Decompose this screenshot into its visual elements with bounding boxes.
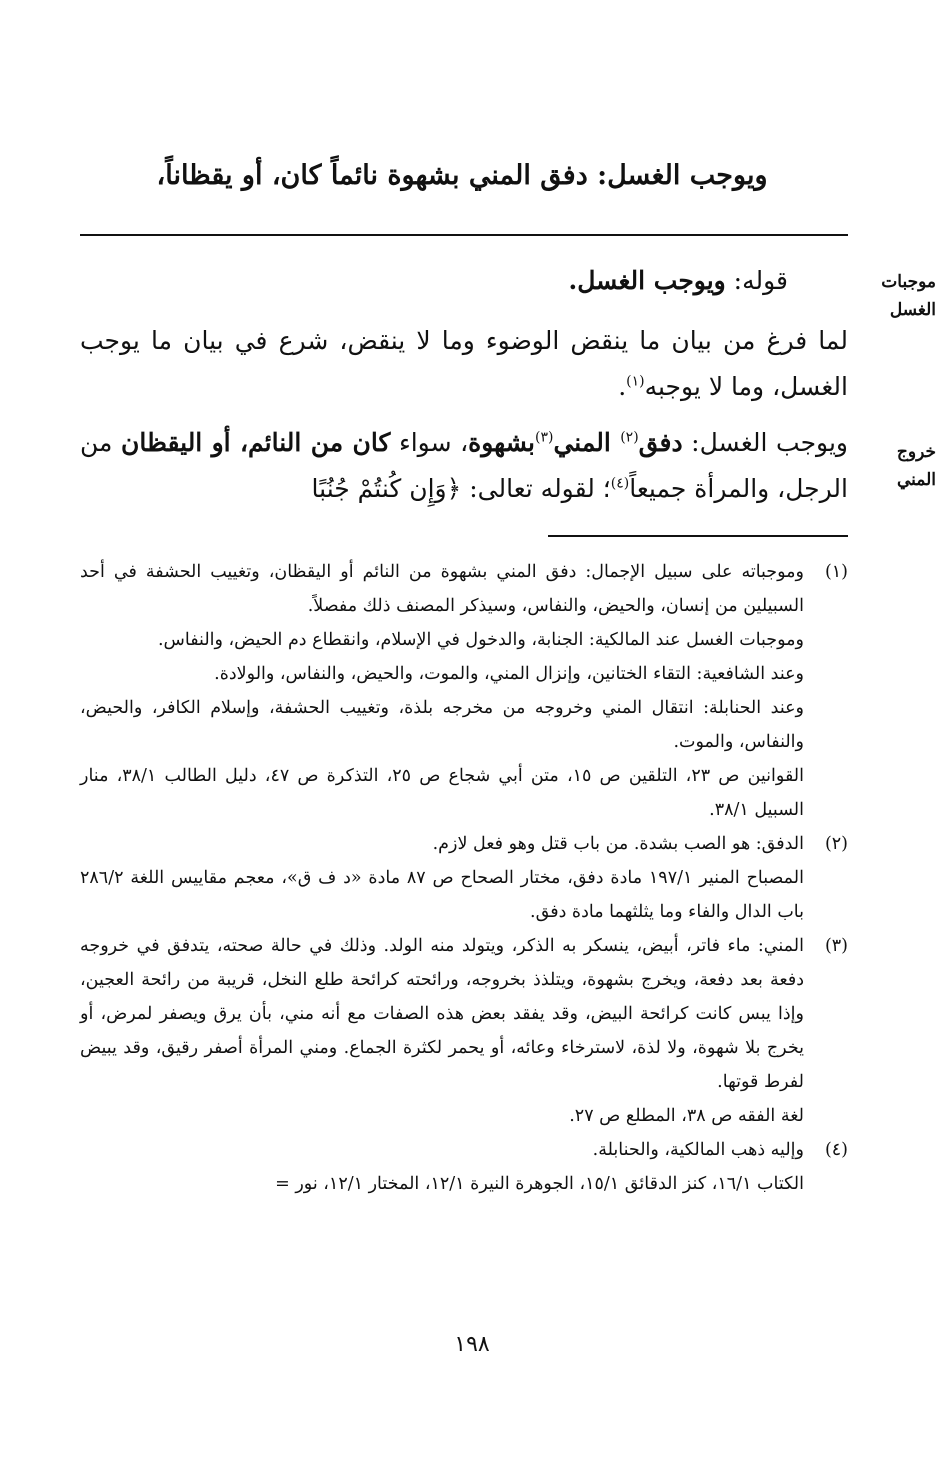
- para2-t1: ويوجب الغسل:: [682, 428, 849, 457]
- qawl-prefix: قوله:: [725, 266, 788, 295]
- footnote-ref-3: (٣): [534, 429, 554, 446]
- footnote-line: وموجبات الغسل عند المالكية: الجنابة، والدخول في الإسلام، وانقطاع دم الحيض، والنفاس.: [157, 630, 804, 650]
- footnote-1: [80, 555, 848, 827]
- para2-b4: كان من النائم، أو اليقظان: [121, 428, 391, 457]
- footnote-line: الدفق: هو الصب بشدة. من باب قتل وهو فعل لازم.: [432, 834, 804, 854]
- footnote-line: الكتاب ١٦/١، كنز الدقائق ١٥/١، الجوهرة النيرة ١٢/١، المختار ١٢/١، نور =: [275, 1174, 804, 1194]
- footnote-line: لغة الفقه ص ٣٨، المطلع ص ٢٧.: [569, 1106, 804, 1126]
- para2-t3: من الرجل، والمرأة جميعاً: [80, 428, 848, 503]
- para2-t4: ؛ لقوله تعالى: ﴿وَإِن كُنتُمْ جُنُبًا: [311, 474, 611, 503]
- footnote-ref-4: (٤): [610, 475, 630, 492]
- para2-b1: دفق: [638, 428, 683, 457]
- matn-heading: ويوجب الغسل: دفق المني بشهوة نائماً كان، أو يقظاناً،: [156, 160, 768, 191]
- top-divider: [80, 234, 848, 236]
- footnote-ref-2: (٢): [620, 429, 639, 446]
- page-number: ١٩٨: [454, 1332, 490, 1357]
- footnote-ref-1: (١): [626, 373, 645, 390]
- commentary-paragraph-1: [80, 318, 848, 410]
- para1-text: لما فرغ من بيان ما ينقض الوضوء وما لا ينقض، شرع في بيان ما يوجب الغسل، وما لا يوجبه: [80, 326, 848, 401]
- footnote-line: وعند الحنابلة: انتقال المني وخروجه من مخرجه بلذة، وتغييب الحشفة، وإسلام الكافر، والحيض، والنفاس، والموت.: [80, 698, 804, 752]
- footnote-line: وموجباته على سبيل الإجمال: دفق المني بشهوة من النائم أو اليقظان، وتغييب الحشفة في أحد السبيلين من إنسان، والحيض، والنفاس، وسيذكر المصنف ذلك مفصلاً.: [80, 562, 804, 616]
- footnote-3: [80, 929, 848, 1133]
- para2-b3: بشهوة: [468, 428, 535, 457]
- footnote-line: المني: ماء فاتر، أبيض، ينسكر به الذكر، ويتولد منه الولد. وذلك في حالة صحته، يتدفق في خروجه دفعة بعد دفعة، ويخرج بشهوة، ويتلذذ بخروجه، ورائحته كرائحة طلع النخل، قريبة من رائحة العجين، وإذا يبس كانت كرائحة البيض، وقد يفقد بعض هذه الصفات مع أنه مني، بأن يرق ويصفر لمرض، أو يخرج بلا شهوة، ولا لذة، لاسترخاء وعائه، أو يحمر لكثرة الجماع. ومني المرأة أصفر رقيق، وقد يبيض لفرط قوتها.: [80, 936, 804, 1092]
- footnote-2: [80, 827, 848, 929]
- footnote-number: (٤): [824, 1140, 848, 1160]
- footnote-line: وإليه ذهب المالكية، والحنابلة.: [592, 1140, 804, 1160]
- para1-end: .: [618, 372, 627, 401]
- para2-b2: المني: [553, 428, 621, 457]
- qawl-line: [569, 258, 788, 304]
- footnote-line: المصباح المنير ١٩٧/١ مادة دفق، مختار الصحاح ص ٨٧ مادة «د ف ق»، معجم مقاييس اللغة ٢٨٦/٢ باب الدال والفاء وما يثلثهما مادة دفق.: [80, 868, 804, 922]
- footnote-number: (١): [824, 562, 848, 582]
- footnote-4: [80, 1133, 848, 1201]
- qawl-bold: ويوجب الغسل.: [568, 266, 726, 295]
- footnote-number: (٣): [824, 936, 848, 956]
- footnote-number: (٢): [824, 834, 848, 854]
- footnote-line: وعند الشافعية: التقاء الختانين، وإنزال المني، والموت، والحيض، والنفاس، والولادة.: [214, 664, 804, 684]
- footnote-divider: [548, 535, 848, 537]
- commentary-paragraph-2: [80, 420, 848, 512]
- para2-t2: ، سواء: [390, 428, 469, 457]
- margin-note-mani: خروج المني: [896, 442, 936, 490]
- margin-note-ghusl: موجبات الغسل: [881, 272, 936, 320]
- footnotes: [80, 555, 848, 1201]
- footnote-line: القوانين ص ٢٣، التلقين ص ١٥، متن أبي شجاع ص ٢٥، التذكرة ص ٤٧، دليل الطالب ٣٨/١، منار السبيل ٣٨/١.: [80, 766, 804, 820]
